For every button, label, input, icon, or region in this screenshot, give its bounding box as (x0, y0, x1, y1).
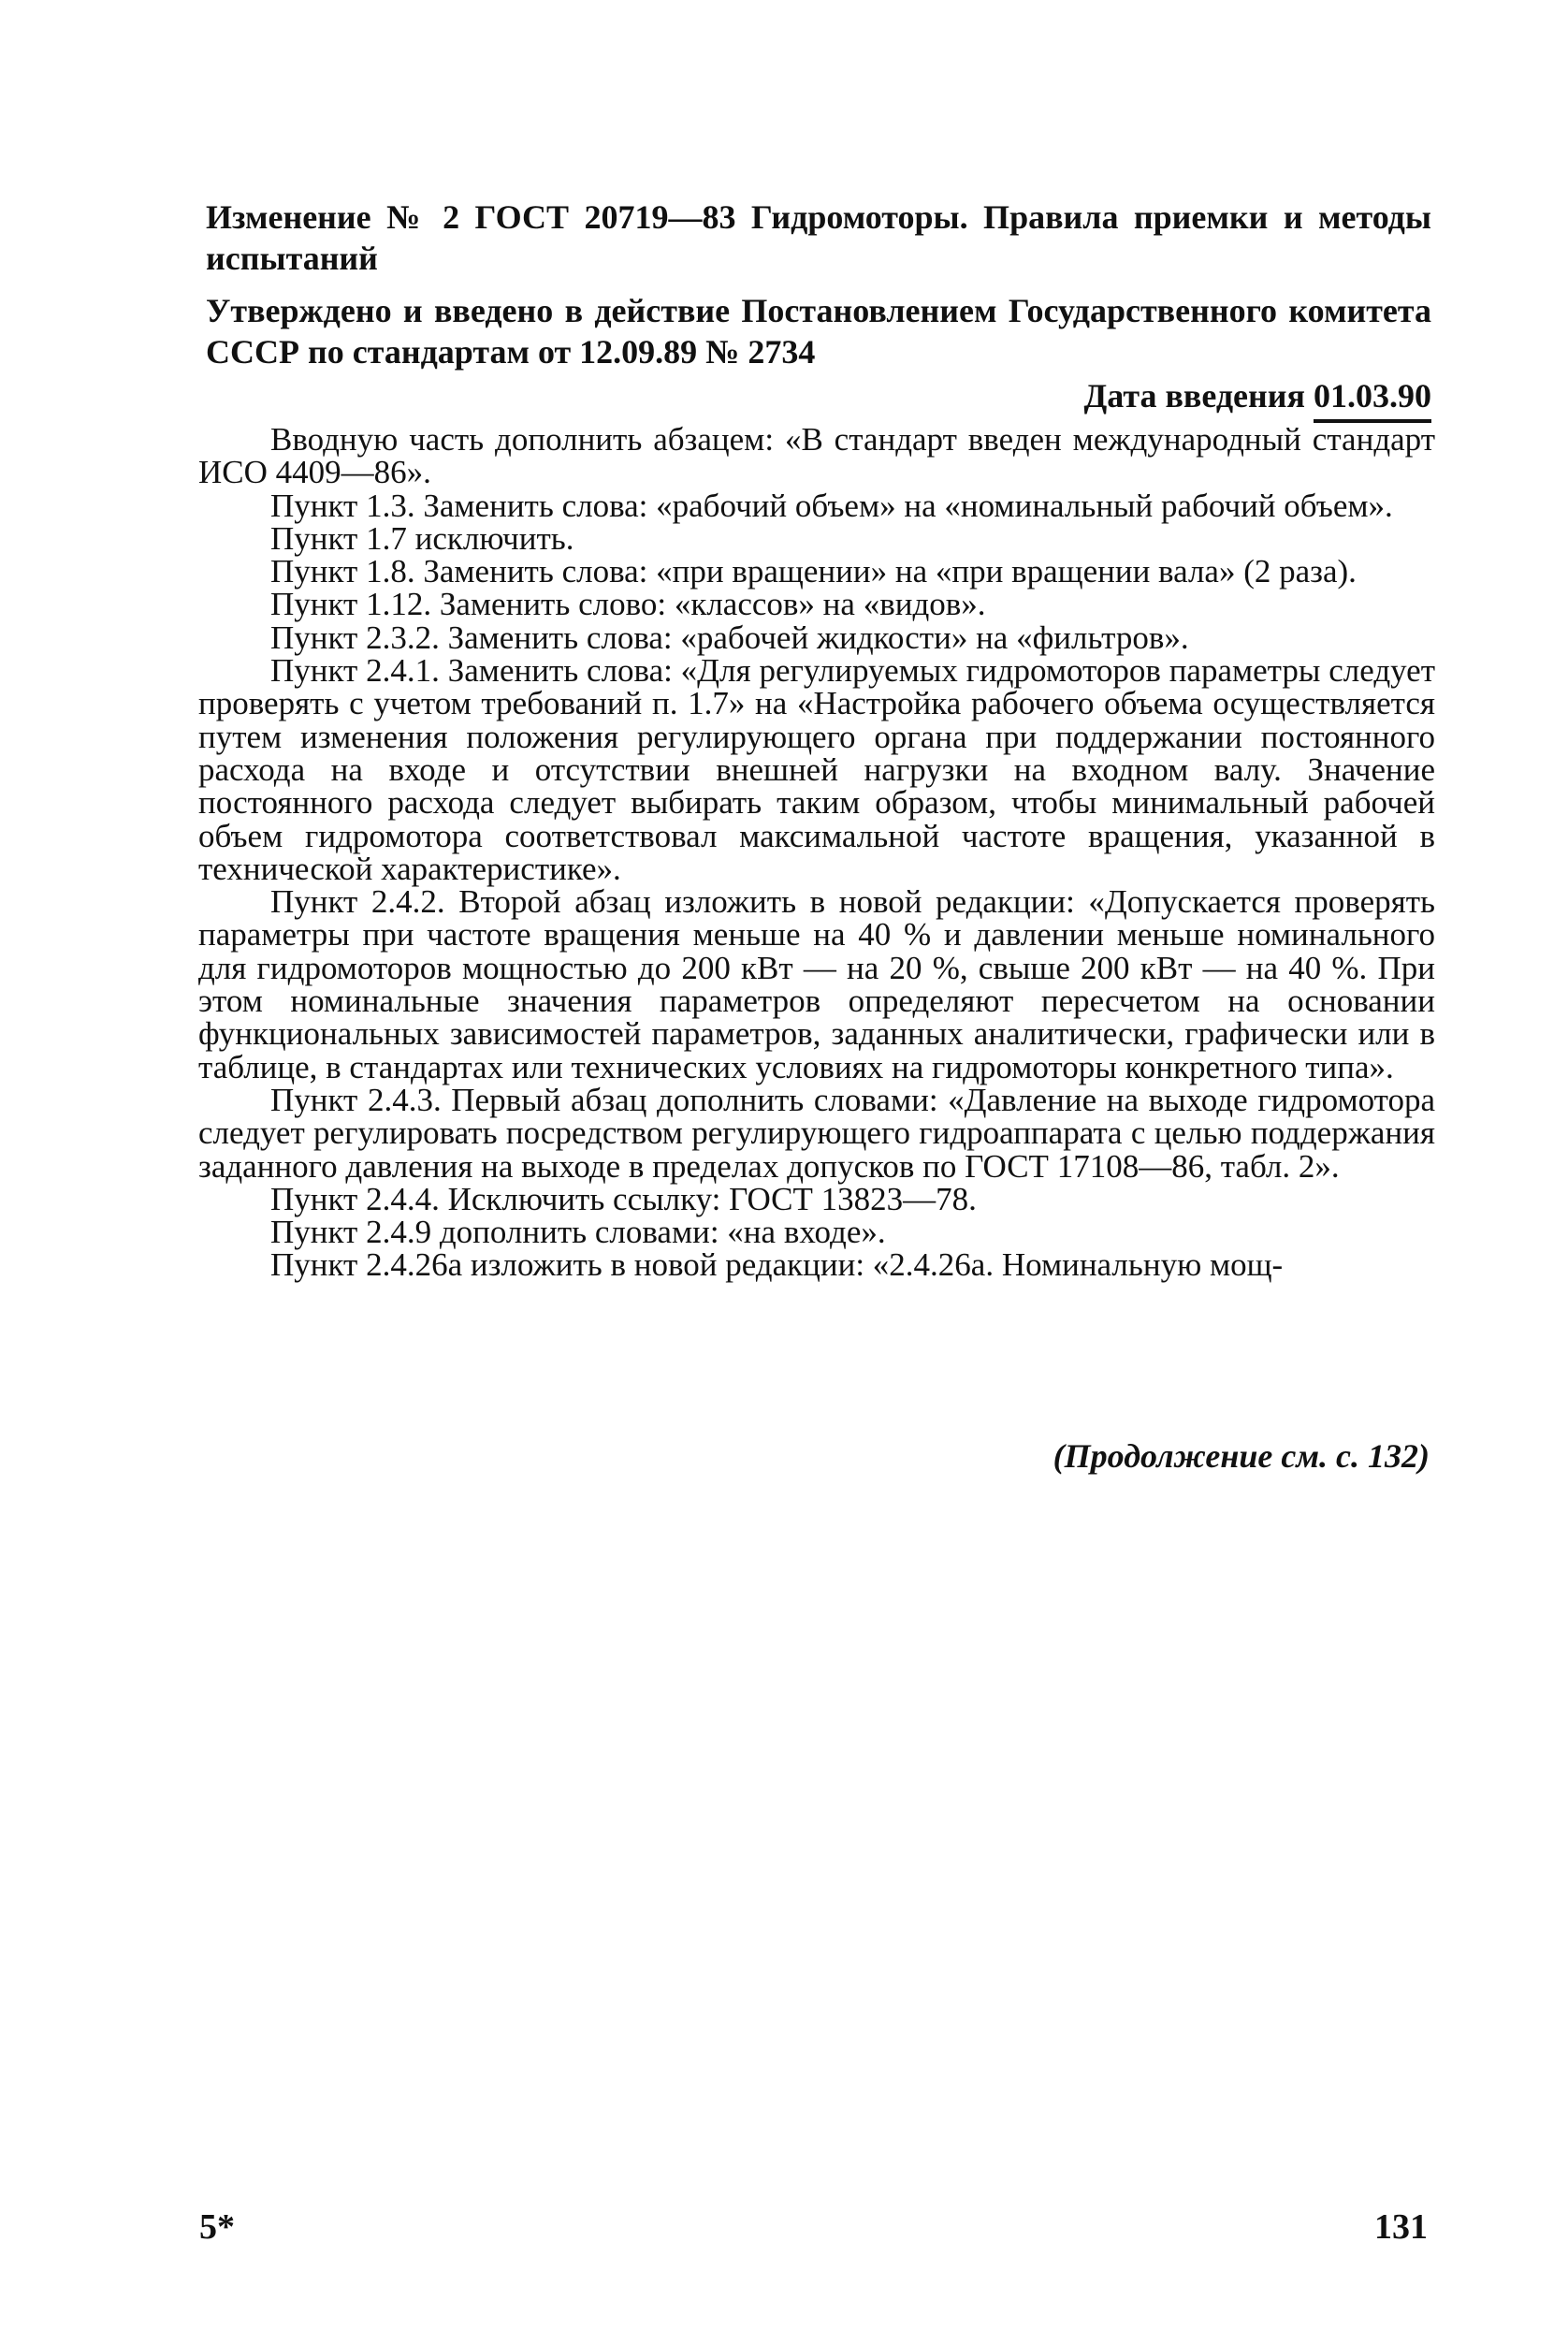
document-header (206, 197, 1431, 423)
paragraph: Вводную часть дополнить абзацем: «В стандарт введен международный стандарт ИСО 4409—86». (198, 421, 1435, 491)
effective-date-value: 01.03.90 (1314, 374, 1431, 423)
page-number: 131 (1374, 2207, 1428, 2247)
paragraph: Пункт 1.12. Заменить слово: «классов» на «видов». (270, 586, 986, 623)
paragraph: Пункт 2.4.4. Исключить ссылку: ГОСТ 13823—78. (270, 1180, 977, 1217)
paragraph: Пункт 1.7 исключить. (270, 519, 574, 557)
paragraph: Пункт 2.4.26а изложить в новой редакции: «2.4.26а. Номинальную мощ- (270, 1246, 1284, 1284)
paragraph: Пункт 1.3. Заменить слова: «рабочий объем» на «номинальный рабочий объем». (270, 487, 1393, 524)
paragraph: Пункт 2.3.2. Заменить слова: «рабочей жидкости» на «фильтров». (270, 619, 1189, 656)
approval-statement: Утверждено и введено в действие Постановлением Государственного комитета СССР по стандартам от 12.09.89 № 2734 (206, 292, 1431, 371)
paragraph: Пункт 2.4.2. Второй абзац изложить в новой редакции: «Допускается проверять параметры при частоте вращения меньше на 40 % и давлении меньше номинального для гидромоторов мощностью до 200 кВт — на 20 %, свыше 200 кВт — на 40 %. При этом номинальные значения параметров определяют пересчетом на основании функциональных зависимостей параметров, заданных аналитически, графически или в таблице, в стандартах или технических условиях на гидромоторы конкретного типа». (198, 883, 1435, 1085)
paragraph: Пункт 2.4.9 дополнить словами: «на входе». (270, 1214, 886, 1251)
paragraph: Пункт 1.8. Заменить слова: «при вращении» на «при вращении вала» (2 раза). (270, 553, 1357, 590)
continuation-note: (Продолжение см. с. 132) (1053, 1437, 1430, 1475)
paragraph: Пункт 2.4.3. Первый абзац дополнить словами: «Давление на выходе гидромотора следует регулировать посредством регулирующего гидроаппарата с целью поддержания заданного давления на выходе в пределах допусков по ГОСТ 17108—86, табл. 2». (198, 1081, 1435, 1185)
amendment-body (198, 423, 1435, 1282)
signature-mark: 5* (199, 2207, 235, 2247)
effective-date-label: Дата введения (1083, 377, 1305, 415)
paragraph: Пункт 2.4.1. Заменить слова: «Для регулируемых гидромоторов параметры следует проверять с учетом требований п. 1.7» на «Настройка рабочего объема осуществляется путем изменения положения регулирующего органа при поддержании постоянного расхода на входе и отсутствии внешней нагрузки на входном валу. Значение постоянного расхода следует выбирать таким образом, чтобы минимальный рабочей объем гидромотора соответствовал максимальной частоте вращения, указанной в технической характеристике». (198, 652, 1435, 887)
effective-date (206, 374, 1431, 423)
document-title: Изменение № 2 ГОСТ 20719—83 Гидромоторы. Правила приемки и методы испытаний (206, 198, 1431, 277)
